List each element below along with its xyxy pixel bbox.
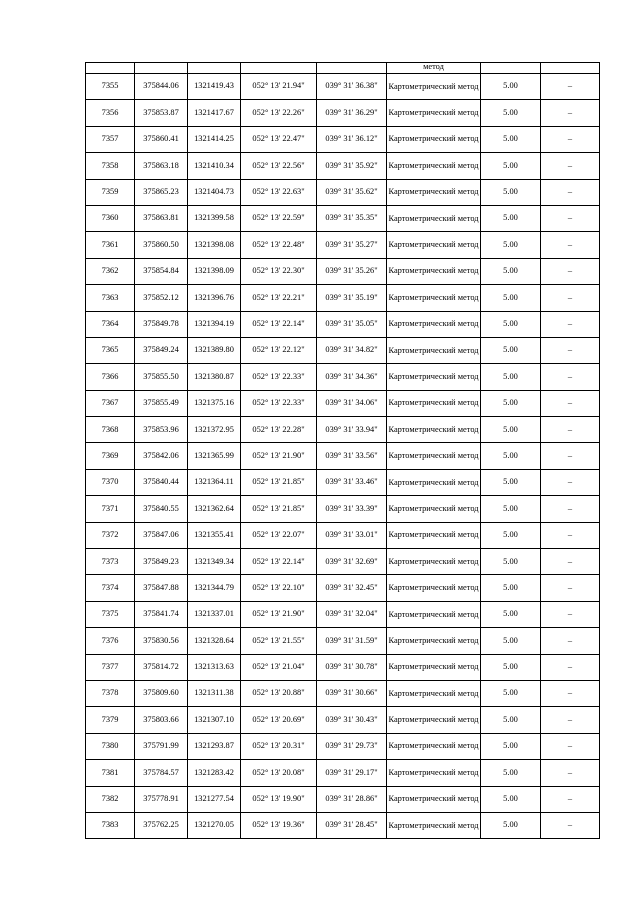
cell-accuracy: 5.00: [481, 417, 541, 443]
table-row: [86, 812, 600, 838]
cell-lon: 039° 31' 35.19": [317, 285, 387, 311]
cell-lat: 052° 13' 22.33": [241, 364, 317, 390]
cell-lon: 039° 31' 35.27": [317, 232, 387, 258]
cell-lon: 039° 31' 32.69": [317, 549, 387, 575]
cell-note: –: [541, 654, 600, 680]
cell-id: 7366: [86, 364, 135, 390]
cell-lon: 039° 31' 36.29": [317, 100, 387, 126]
cell-x: 375853.96: [135, 417, 188, 443]
cell-method: Картометрический метод: [387, 153, 481, 179]
cell-accuracy: 5.00: [481, 126, 541, 152]
table-row: [86, 285, 600, 311]
cell-id: 7363: [86, 285, 135, 311]
cell-lat: 052° 13' 19.36": [241, 812, 317, 838]
cell-id: 7381: [86, 760, 135, 786]
table-row: [86, 786, 600, 812]
cell-lat: 052° 13' 22.12": [241, 337, 317, 363]
cell-accuracy: 5.00: [481, 232, 541, 258]
cell-note: –: [541, 760, 600, 786]
cell-y: 1321355.41: [188, 522, 241, 548]
cell-y: 1321410.34: [188, 153, 241, 179]
cell-y: 1321283.42: [188, 760, 241, 786]
cell-x: 375842.06: [135, 443, 188, 469]
cell-method: Картометрический метод: [387, 707, 481, 733]
cell-lat: 052° 13' 20.08": [241, 760, 317, 786]
table-row: [86, 100, 600, 126]
cell-lon: 039° 31' 35.92": [317, 153, 387, 179]
table-row: [86, 232, 600, 258]
table-row: [86, 258, 600, 284]
table-row: [86, 549, 600, 575]
cell-accuracy: 5.00: [481, 549, 541, 575]
cell-method: Картометрический метод: [387, 364, 481, 390]
cell-note: –: [541, 179, 600, 205]
cell-x: 375840.44: [135, 469, 188, 495]
cell-lon: 039° 31' 28.86": [317, 786, 387, 812]
table-row: [86, 205, 600, 231]
cell-note: –: [541, 417, 600, 443]
cell-x: 375849.23: [135, 549, 188, 575]
cell-note: –: [541, 311, 600, 337]
cell-lon: 039° 31' 34.06": [317, 390, 387, 416]
cell-method: Картометрический метод: [387, 733, 481, 759]
cell-lat: 052° 13' 22.63": [241, 179, 317, 205]
cell-x: 375841.74: [135, 601, 188, 627]
cell-x: 375863.18: [135, 153, 188, 179]
cell-method: Картометрический метод: [387, 205, 481, 231]
cell-note: –: [541, 733, 600, 759]
cell-lat: 052° 13' 21.94": [241, 74, 317, 100]
cell-x: [135, 63, 188, 74]
cell-accuracy: 5.00: [481, 258, 541, 284]
cell-method: Картометрический метод: [387, 628, 481, 654]
cell-method: Картометрический метод: [387, 601, 481, 627]
cell-id: 7360: [86, 205, 135, 231]
cell-y: 1321313.63: [188, 654, 241, 680]
cell-id: 7356: [86, 100, 135, 126]
cell-lat: 052° 13' 20.88": [241, 680, 317, 706]
cell-x: 375830.56: [135, 628, 188, 654]
cell-note: –: [541, 549, 600, 575]
cell-note: –: [541, 285, 600, 311]
cell-lat: 052° 13' 22.14": [241, 549, 317, 575]
cell-note: –: [541, 575, 600, 601]
cell-note: –: [541, 337, 600, 363]
cell-lat: 052° 13' 22.21": [241, 285, 317, 311]
table-row: [86, 443, 600, 469]
cell-x: 375809.60: [135, 680, 188, 706]
cell-lat: 052° 13' 21.85": [241, 496, 317, 522]
cell-x: 375860.41: [135, 126, 188, 152]
cell-lon: 039° 31' 29.73": [317, 733, 387, 759]
cell-note: –: [541, 601, 600, 627]
cell-lat: 052° 13' 21.85": [241, 469, 317, 495]
table-row: [86, 628, 600, 654]
cell-accuracy: 5.00: [481, 575, 541, 601]
cell-accuracy: 5.00: [481, 654, 541, 680]
cell-y: 1321417.67: [188, 100, 241, 126]
cell-y: 1321337.01: [188, 601, 241, 627]
cell-note: –: [541, 786, 600, 812]
cell-note: –: [541, 126, 600, 152]
cell-method: Картометрический метод: [387, 575, 481, 601]
table-row: [86, 126, 600, 152]
cell-lat: 052° 13' 20.69": [241, 707, 317, 733]
cell-id: 7359: [86, 179, 135, 205]
cell-accuracy: 5.00: [481, 153, 541, 179]
cell-y: 1321380.87: [188, 364, 241, 390]
table-row: [86, 74, 600, 100]
cell-id: 7373: [86, 549, 135, 575]
cell-note: –: [541, 258, 600, 284]
cell-method: Картометрический метод: [387, 549, 481, 575]
cell-lon: 039° 31' 33.56": [317, 443, 387, 469]
cell-y: 1321349.34: [188, 549, 241, 575]
cell-accuracy: 5.00: [481, 443, 541, 469]
cell-lon: [317, 63, 387, 74]
cell-method: Картометрический метод: [387, 812, 481, 838]
cell-lon: 039° 31' 36.38": [317, 74, 387, 100]
cell-lat: 052° 13' 19.90": [241, 786, 317, 812]
cell-id: 7361: [86, 232, 135, 258]
cell-y: 1321414.25: [188, 126, 241, 152]
cell-method: Картометрический метод: [387, 760, 481, 786]
cell-note: –: [541, 232, 600, 258]
cell-lat: [241, 63, 317, 74]
cell-lon: 039° 31' 33.46": [317, 469, 387, 495]
cell-accuracy: 5.00: [481, 786, 541, 812]
cell-x: 375849.78: [135, 311, 188, 337]
cell-y: [188, 63, 241, 74]
cell-method: Картометрический метод: [387, 522, 481, 548]
cell-method: Картометрический метод: [387, 680, 481, 706]
cell-y: 1321404.73: [188, 179, 241, 205]
cell-method: метод: [387, 63, 481, 74]
cell-note: –: [541, 469, 600, 495]
cell-method: Картометрический метод: [387, 443, 481, 469]
cell-note: –: [541, 100, 600, 126]
cell-x: 375840.55: [135, 496, 188, 522]
cell-lon: 039° 31' 35.35": [317, 205, 387, 231]
cell-x: 375791.99: [135, 733, 188, 759]
cell-accuracy: 5.00: [481, 285, 541, 311]
table-row: [86, 179, 600, 205]
cell-lon: 039° 31' 36.12": [317, 126, 387, 152]
cell-accuracy: 5.00: [481, 337, 541, 363]
cell-lat: 052° 13' 22.14": [241, 311, 317, 337]
cell-accuracy: [481, 63, 541, 74]
cell-method: Картометрический метод: [387, 258, 481, 284]
cell-y: 1321396.76: [188, 285, 241, 311]
cell-accuracy: 5.00: [481, 100, 541, 126]
cell-lon: 039° 31' 35.62": [317, 179, 387, 205]
cell-lat: 052° 13' 21.90": [241, 443, 317, 469]
cell-y: 1321307.10: [188, 707, 241, 733]
cell-accuracy: 5.00: [481, 680, 541, 706]
cell-accuracy: 5.00: [481, 74, 541, 100]
table-row-fragment: [86, 63, 600, 74]
table-row: [86, 417, 600, 443]
cell-x: 375847.06: [135, 522, 188, 548]
table-row: [86, 760, 600, 786]
cell-id: 7367: [86, 390, 135, 416]
cell-y: 1321389.80: [188, 337, 241, 363]
cell-note: –: [541, 522, 600, 548]
cell-note: –: [541, 443, 600, 469]
cell-x: 375854.84: [135, 258, 188, 284]
table-row: [86, 496, 600, 522]
cell-x: 375860.50: [135, 232, 188, 258]
cell-lon: 039° 31' 30.43": [317, 707, 387, 733]
table-row: [86, 337, 600, 363]
cell-lat: 052° 13' 22.47": [241, 126, 317, 152]
cell-method: Картометрический метод: [387, 232, 481, 258]
cell-lon: 039° 31' 32.04": [317, 601, 387, 627]
cell-lat: 052° 13' 22.59": [241, 205, 317, 231]
cell-id: 7383: [86, 812, 135, 838]
cell-lat: 052° 13' 22.30": [241, 258, 317, 284]
cell-lat: 052° 13' 20.31": [241, 733, 317, 759]
cell-accuracy: 5.00: [481, 733, 541, 759]
cell-id: 7358: [86, 153, 135, 179]
cell-y: 1321375.16: [188, 390, 241, 416]
cell-x: 375855.50: [135, 364, 188, 390]
cell-lon: 039° 31' 32.45": [317, 575, 387, 601]
table-row: [86, 680, 600, 706]
cell-id: [86, 63, 135, 74]
table-row: [86, 601, 600, 627]
cell-accuracy: 5.00: [481, 205, 541, 231]
cell-y: 1321398.09: [188, 258, 241, 284]
cell-lon: 039° 31' 33.94": [317, 417, 387, 443]
cell-x: 375762.25: [135, 812, 188, 838]
cell-id: 7368: [86, 417, 135, 443]
cell-accuracy: 5.00: [481, 812, 541, 838]
cell-note: –: [541, 205, 600, 231]
cell-method: Картометрический метод: [387, 469, 481, 495]
cell-note: –: [541, 812, 600, 838]
cell-method: Картометрический метод: [387, 417, 481, 443]
cell-x: 375855.49: [135, 390, 188, 416]
table-row: [86, 522, 600, 548]
cell-id: 7376: [86, 628, 135, 654]
cell-x: 375863.81: [135, 205, 188, 231]
cell-lat: 052° 13' 22.56": [241, 153, 317, 179]
cell-lon: 039° 31' 33.39": [317, 496, 387, 522]
cell-lon: 039° 31' 30.78": [317, 654, 387, 680]
cell-lat: 052° 13' 21.90": [241, 601, 317, 627]
cell-x: 375849.24: [135, 337, 188, 363]
cell-lon: 039° 31' 31.59": [317, 628, 387, 654]
cell-x: 375847.88: [135, 575, 188, 601]
cell-x: 375853.87: [135, 100, 188, 126]
cell-y: 1321394.19: [188, 311, 241, 337]
cell-method: Картометрический метод: [387, 100, 481, 126]
cell-id: 7374: [86, 575, 135, 601]
cell-x: 375778.91: [135, 786, 188, 812]
cell-lat: 052° 13' 21.04": [241, 654, 317, 680]
cell-accuracy: 5.00: [481, 707, 541, 733]
cell-accuracy: 5.00: [481, 364, 541, 390]
cell-x: 375803.66: [135, 707, 188, 733]
cell-x: 375865.23: [135, 179, 188, 205]
cell-id: 7355: [86, 74, 135, 100]
cell-y: 1321372.95: [188, 417, 241, 443]
cell-note: –: [541, 153, 600, 179]
cell-lon: 039° 31' 33.01": [317, 522, 387, 548]
cell-id: 7377: [86, 654, 135, 680]
cell-method: Картометрический метод: [387, 126, 481, 152]
cell-note: –: [541, 707, 600, 733]
cell-lat: 052° 13' 22.33": [241, 390, 317, 416]
cell-method: Картометрический метод: [387, 311, 481, 337]
table-row: [86, 364, 600, 390]
cell-id: 7364: [86, 311, 135, 337]
cell-id: 7369: [86, 443, 135, 469]
cell-id: 7375: [86, 601, 135, 627]
cell-y: 1321399.58: [188, 205, 241, 231]
cell-lon: 039° 31' 34.36": [317, 364, 387, 390]
cell-y: 1321365.99: [188, 443, 241, 469]
cell-id: 7357: [86, 126, 135, 152]
cell-note: –: [541, 390, 600, 416]
cell-accuracy: 5.00: [481, 628, 541, 654]
cell-y: 1321398.08: [188, 232, 241, 258]
cell-y: 1321311.38: [188, 680, 241, 706]
cell-lat: 052° 13' 21.55": [241, 628, 317, 654]
table-row: [86, 707, 600, 733]
cell-accuracy: 5.00: [481, 311, 541, 337]
table-row: [86, 575, 600, 601]
cell-note: [541, 63, 600, 74]
cell-note: –: [541, 496, 600, 522]
cell-y: 1321270.05: [188, 812, 241, 838]
cell-accuracy: 5.00: [481, 496, 541, 522]
cell-id: 7365: [86, 337, 135, 363]
cell-y: 1321277.54: [188, 786, 241, 812]
cell-lon: 039° 31' 28.45": [317, 812, 387, 838]
table-row: [86, 469, 600, 495]
cell-accuracy: 5.00: [481, 390, 541, 416]
cell-lon: 039° 31' 35.26": [317, 258, 387, 284]
cell-note: –: [541, 680, 600, 706]
cell-note: –: [541, 74, 600, 100]
cell-method: Картометрический метод: [387, 786, 481, 812]
cell-y: 1321362.64: [188, 496, 241, 522]
cell-lon: 039° 31' 35.05": [317, 311, 387, 337]
cell-id: 7372: [86, 522, 135, 548]
cell-lat: 052° 13' 22.48": [241, 232, 317, 258]
cell-lon: 039° 31' 30.66": [317, 680, 387, 706]
cell-id: 7370: [86, 469, 135, 495]
cell-method: Картометрический метод: [387, 285, 481, 311]
cell-lat: 052° 13' 22.26": [241, 100, 317, 126]
cell-method: Картометрический метод: [387, 654, 481, 680]
cell-id: 7380: [86, 733, 135, 759]
cell-lon: 039° 31' 29.17": [317, 760, 387, 786]
cell-note: –: [541, 364, 600, 390]
cell-lat: 052° 13' 22.07": [241, 522, 317, 548]
cell-method: Картометрический метод: [387, 179, 481, 205]
table-row: [86, 654, 600, 680]
table-row: [86, 733, 600, 759]
cell-accuracy: 5.00: [481, 760, 541, 786]
cell-x: 375852.12: [135, 285, 188, 311]
cell-accuracy: 5.00: [481, 469, 541, 495]
cell-lat: 052° 13' 22.28": [241, 417, 317, 443]
table-row: [86, 153, 600, 179]
cell-y: 1321419.43: [188, 74, 241, 100]
cell-id: 7379: [86, 707, 135, 733]
cell-accuracy: 5.00: [481, 179, 541, 205]
cell-id: 7362: [86, 258, 135, 284]
cell-y: 1321328.64: [188, 628, 241, 654]
cell-id: 7378: [86, 680, 135, 706]
cell-id: 7382: [86, 786, 135, 812]
cell-id: 7371: [86, 496, 135, 522]
cell-accuracy: 5.00: [481, 522, 541, 548]
cell-method: Картометрический метод: [387, 496, 481, 522]
table-body: [86, 63, 600, 839]
cell-lon: 039° 31' 34.82": [317, 337, 387, 363]
cell-accuracy: 5.00: [481, 601, 541, 627]
cell-note: –: [541, 628, 600, 654]
cell-x: 375814.72: [135, 654, 188, 680]
cell-y: 1321364.11: [188, 469, 241, 495]
cell-y: 1321293.87: [188, 733, 241, 759]
cell-method: Картометрический метод: [387, 337, 481, 363]
cell-y: 1321344.79: [188, 575, 241, 601]
table-row: [86, 390, 600, 416]
cell-method: Картометрический метод: [387, 74, 481, 100]
table-row: [86, 311, 600, 337]
coordinates-table: [85, 62, 600, 839]
cell-x: 375844.06: [135, 74, 188, 100]
cell-x: 375784.57: [135, 760, 188, 786]
cell-method: Картометрический метод: [387, 390, 481, 416]
cell-lat: 052° 13' 22.10": [241, 575, 317, 601]
